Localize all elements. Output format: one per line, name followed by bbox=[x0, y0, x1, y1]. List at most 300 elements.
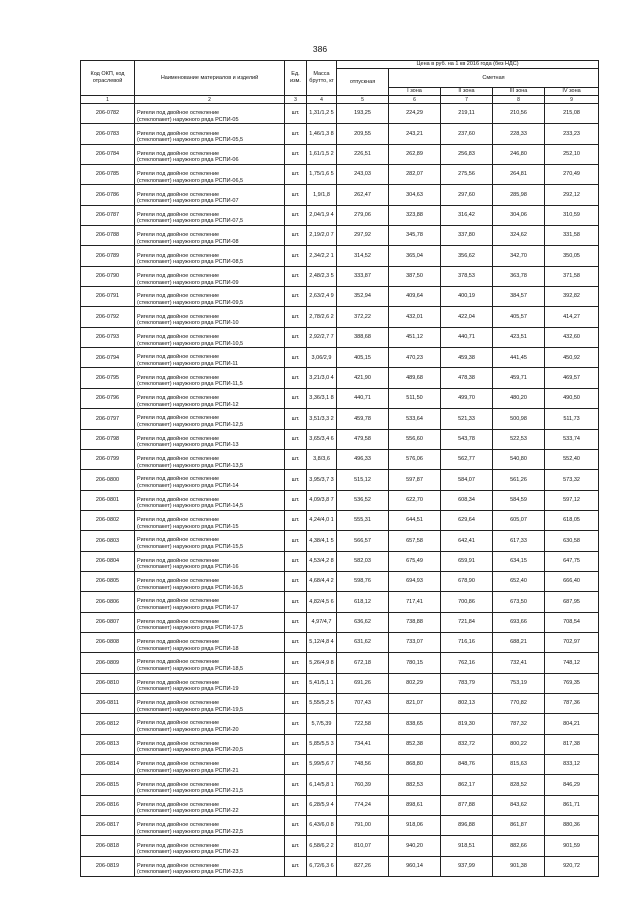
name-cell bbox=[135, 816, 285, 836]
zone1-price-cell: 409,64 bbox=[389, 287, 441, 307]
zone3-price-cell: 815,63 bbox=[493, 755, 545, 775]
mass-cell: 5,55/5,2 5 bbox=[307, 693, 337, 713]
okp-code-cell: 206-0803 bbox=[81, 531, 135, 551]
zone2-price-cell: 862,17 bbox=[441, 775, 493, 795]
unit-cell: шт. bbox=[285, 592, 307, 612]
release-price-cell: 774,24 bbox=[337, 795, 389, 815]
name-cell bbox=[135, 856, 285, 876]
zone2-price-cell: 642,41 bbox=[441, 531, 493, 551]
okp-code-cell: 206-0795 bbox=[81, 368, 135, 388]
mass-cell: 2,34/2,2 1 bbox=[307, 246, 337, 266]
unit-cell: шт. bbox=[285, 795, 307, 815]
name-line: Ригели под двойное остекление bbox=[137, 537, 220, 544]
table-header bbox=[81, 61, 599, 104]
mass-cell: 3,65/3,4 6 bbox=[307, 429, 337, 449]
mass-cell: 4,68/4,4 2 bbox=[307, 571, 337, 591]
zone3-price-cell: 561,26 bbox=[493, 470, 545, 490]
mass-cell: 1,75/1,6 5 bbox=[307, 165, 337, 185]
zone3-price-cell: 584,59 bbox=[493, 490, 545, 510]
release-price-cell: 314,52 bbox=[337, 246, 389, 266]
table-row bbox=[81, 592, 599, 612]
zone4-price-cell: 861,71 bbox=[545, 795, 599, 815]
zone2-price-cell: 256,83 bbox=[441, 144, 493, 164]
zone1-price-cell: 821,07 bbox=[389, 693, 441, 713]
header-zone3: III зона bbox=[493, 88, 545, 96]
table-row bbox=[81, 226, 599, 246]
okp-code-cell: 206-0805 bbox=[81, 571, 135, 591]
zone1-price-cell: 898,61 bbox=[389, 795, 441, 815]
name-line: (стеклопакет) наружного ряда РСПИ-05,5 bbox=[137, 137, 244, 144]
name-line: (стеклопакет) наружного ряда РСПИ-09,5 bbox=[137, 299, 244, 306]
header-release: отпускная bbox=[337, 68, 389, 95]
zone1-price-cell: 470,23 bbox=[389, 348, 441, 368]
okp-code-cell: 206-0813 bbox=[81, 734, 135, 754]
zone2-price-cell: 440,71 bbox=[441, 327, 493, 347]
zone2-price-cell: 819,30 bbox=[441, 714, 493, 734]
release-price-cell: 352,94 bbox=[337, 287, 389, 307]
zone2-price-cell: 629,64 bbox=[441, 510, 493, 530]
name-line: (стеклопакет) наружного ряда РСПИ-08,5 bbox=[137, 259, 244, 266]
header-name: Наименование материалов и изделий bbox=[135, 61, 285, 96]
name-cell bbox=[135, 165, 285, 185]
name-line: Ригели под двойное остекление bbox=[137, 476, 220, 483]
zone3-price-cell: 882,66 bbox=[493, 836, 545, 856]
name-line: Ригели под двойное остекление bbox=[137, 272, 220, 279]
table-row bbox=[81, 124, 599, 144]
zone3-price-cell: 540,80 bbox=[493, 449, 545, 469]
name-line: Ригели под двойное остекление bbox=[137, 639, 220, 646]
table-row bbox=[81, 327, 599, 347]
zone4-price-cell: 469,57 bbox=[545, 368, 599, 388]
zone1-price-cell: 451,12 bbox=[389, 327, 441, 347]
release-price-cell: 297,92 bbox=[337, 226, 389, 246]
zone2-price-cell: 356,62 bbox=[441, 246, 493, 266]
zone2-price-cell: 499,70 bbox=[441, 388, 493, 408]
okp-code-cell: 206-0785 bbox=[81, 165, 135, 185]
zone3-price-cell: 617,33 bbox=[493, 531, 545, 551]
release-price-cell: 672,18 bbox=[337, 653, 389, 673]
zone2-price-cell: 762,16 bbox=[441, 653, 493, 673]
name-line: (стеклопакет) наружного ряда РСПИ-16 bbox=[137, 564, 239, 571]
mass-cell: 5,26/4,9 8 bbox=[307, 653, 337, 673]
zone1-price-cell: 387,50 bbox=[389, 266, 441, 286]
name-cell bbox=[135, 226, 285, 246]
zone1-price-cell: 694,93 bbox=[389, 571, 441, 591]
name-line: Ригели под двойное остекление bbox=[137, 110, 220, 117]
zone4-price-cell: 292,12 bbox=[545, 185, 599, 205]
unit-cell: шт. bbox=[285, 653, 307, 673]
mass-cell: 2,63/2,4 9 bbox=[307, 287, 337, 307]
name-cell bbox=[135, 388, 285, 408]
unit-cell: шт. bbox=[285, 266, 307, 286]
unit-cell: шт. bbox=[285, 124, 307, 144]
name-line: (стеклопакет) наружного ряда РСПИ-11,5 bbox=[137, 381, 243, 388]
zone3-price-cell: 384,57 bbox=[493, 287, 545, 307]
zone4-price-cell: 310,59 bbox=[545, 205, 599, 225]
zone3-price-cell: 228,33 bbox=[493, 124, 545, 144]
name-cell bbox=[135, 449, 285, 469]
okp-code-cell: 206-0786 bbox=[81, 185, 135, 205]
name-cell bbox=[135, 755, 285, 775]
zone4-price-cell: 817,38 bbox=[545, 734, 599, 754]
zone3-price-cell: 688,21 bbox=[493, 632, 545, 652]
column-number: 7 bbox=[441, 96, 493, 104]
unit-cell: шт. bbox=[285, 836, 307, 856]
release-price-cell: 388,68 bbox=[337, 327, 389, 347]
name-cell bbox=[135, 795, 285, 815]
zone4-price-cell: 215,08 bbox=[545, 104, 599, 124]
zone1-price-cell: 733,07 bbox=[389, 632, 441, 652]
okp-code-cell: 206-0789 bbox=[81, 246, 135, 266]
zone3-price-cell: 423,51 bbox=[493, 327, 545, 347]
zone3-price-cell: 605,07 bbox=[493, 510, 545, 530]
okp-code-cell: 206-0788 bbox=[81, 226, 135, 246]
table-row bbox=[81, 246, 599, 266]
name-cell bbox=[135, 266, 285, 286]
unit-cell: шт. bbox=[285, 165, 307, 185]
release-price-cell: 262,47 bbox=[337, 185, 389, 205]
mass-cell: 6,28/5,9 4 bbox=[307, 795, 337, 815]
table-row bbox=[81, 388, 599, 408]
zone3-price-cell: 285,98 bbox=[493, 185, 545, 205]
header-zone1: I зона bbox=[389, 88, 441, 96]
release-price-cell: 748,56 bbox=[337, 755, 389, 775]
name-line: Ригели под двойное остекление bbox=[137, 374, 220, 381]
name-line: Ригели под двойное остекление bbox=[137, 496, 220, 503]
zone2-price-cell: 608,34 bbox=[441, 490, 493, 510]
zone1-price-cell: 365,04 bbox=[389, 246, 441, 266]
mass-cell: 6,43/6,0 8 bbox=[307, 816, 337, 836]
name-line: (стеклопакет) наружного ряда РСПИ-15,5 bbox=[137, 543, 244, 550]
release-price-cell: 810,07 bbox=[337, 836, 389, 856]
name-line: (стеклопакет) наружного ряда РСПИ-08 bbox=[137, 238, 239, 245]
mass-cell: 3,36/3,1 8 bbox=[307, 388, 337, 408]
okp-code-cell: 206-0797 bbox=[81, 409, 135, 429]
zone4-price-cell: 748,12 bbox=[545, 653, 599, 673]
release-price-cell: 515,12 bbox=[337, 470, 389, 490]
mass-cell: 5,99/5,6 7 bbox=[307, 755, 337, 775]
mass-cell: 2,19/2,0 7 bbox=[307, 226, 337, 246]
name-cell bbox=[135, 144, 285, 164]
name-cell bbox=[135, 348, 285, 368]
okp-code-cell: 206-0782 bbox=[81, 104, 135, 124]
okp-code-cell: 206-0804 bbox=[81, 551, 135, 571]
zone4-price-cell: 233,23 bbox=[545, 124, 599, 144]
name-line: Ригели под двойное остекление bbox=[137, 394, 220, 401]
name-cell bbox=[135, 246, 285, 266]
zone4-price-cell: 490,50 bbox=[545, 388, 599, 408]
name-cell bbox=[135, 490, 285, 510]
release-price-cell: 193,25 bbox=[337, 104, 389, 124]
okp-code-cell: 206-0809 bbox=[81, 653, 135, 673]
zone4-price-cell: 371,58 bbox=[545, 266, 599, 286]
name-line: Ригели под двойное остекление bbox=[137, 598, 220, 605]
zone1-price-cell: 262,89 bbox=[389, 144, 441, 164]
mass-cell: 1,61/1,5 2 bbox=[307, 144, 337, 164]
unit-cell: шт. bbox=[285, 327, 307, 347]
unit-cell: шт. bbox=[285, 531, 307, 551]
zone3-price-cell: 459,71 bbox=[493, 368, 545, 388]
name-line: Ригели под двойное остекление bbox=[137, 354, 220, 361]
okp-code-cell: 206-0811 bbox=[81, 693, 135, 713]
zone4-price-cell: 702,97 bbox=[545, 632, 599, 652]
zone2-price-cell: 584,07 bbox=[441, 470, 493, 490]
table-row bbox=[81, 165, 599, 185]
column-number: 6 bbox=[389, 96, 441, 104]
okp-code-cell: 206-0784 bbox=[81, 144, 135, 164]
zone3-price-cell: 828,52 bbox=[493, 775, 545, 795]
name-cell bbox=[135, 104, 285, 124]
zone3-price-cell: 264,81 bbox=[493, 165, 545, 185]
zone4-price-cell: 270,49 bbox=[545, 165, 599, 185]
okp-code-cell: 206-0806 bbox=[81, 592, 135, 612]
table-row bbox=[81, 104, 599, 124]
name-line: Ригели под двойное остекление bbox=[137, 720, 220, 727]
name-line: Ригели под двойное остекление bbox=[137, 191, 220, 198]
name-line: Ригели под двойное остекление bbox=[137, 435, 220, 442]
zone4-price-cell: 630,58 bbox=[545, 531, 599, 551]
table-row bbox=[81, 409, 599, 429]
zone1-price-cell: 282,07 bbox=[389, 165, 441, 185]
zone4-price-cell: 880,36 bbox=[545, 816, 599, 836]
release-price-cell: 226,51 bbox=[337, 144, 389, 164]
table-row bbox=[81, 266, 599, 286]
release-price-cell: 421,90 bbox=[337, 368, 389, 388]
zone2-price-cell: 543,78 bbox=[441, 429, 493, 449]
zone3-price-cell: 500,98 bbox=[493, 409, 545, 429]
unit-cell: шт. bbox=[285, 144, 307, 164]
name-cell bbox=[135, 185, 285, 205]
name-line: (стеклопакет) наружного ряда РСПИ-22,5 bbox=[137, 828, 244, 835]
unit-cell: шт. bbox=[285, 429, 307, 449]
name-line: (стеклопакет) наружного ряда РСПИ-18,5 bbox=[137, 666, 244, 673]
column-number: 2 bbox=[135, 96, 285, 104]
unit-cell: шт. bbox=[285, 714, 307, 734]
zone3-price-cell: 770,82 bbox=[493, 693, 545, 713]
name-line: (стеклопакет) наружного ряда РСПИ-21 bbox=[137, 767, 239, 774]
release-price-cell: 760,39 bbox=[337, 775, 389, 795]
release-price-cell: 333,87 bbox=[337, 266, 389, 286]
zone1-price-cell: 852,38 bbox=[389, 734, 441, 754]
name-line: Ригели под двойное остекление bbox=[137, 517, 220, 524]
zone1-price-cell: 323,88 bbox=[389, 205, 441, 225]
release-price-cell: 209,55 bbox=[337, 124, 389, 144]
zone4-price-cell: 708,54 bbox=[545, 612, 599, 632]
unit-cell: шт. bbox=[285, 551, 307, 571]
zone2-price-cell: 521,33 bbox=[441, 409, 493, 429]
zone4-price-cell: 920,72 bbox=[545, 856, 599, 876]
okp-code-cell: 206-0792 bbox=[81, 307, 135, 327]
okp-code-cell: 206-0800 bbox=[81, 470, 135, 490]
zone4-price-cell: 769,35 bbox=[545, 673, 599, 693]
name-cell bbox=[135, 205, 285, 225]
table-row bbox=[81, 470, 599, 490]
zone4-price-cell: 533,74 bbox=[545, 429, 599, 449]
name-line: Ригели под двойное остекление bbox=[137, 679, 220, 686]
release-price-cell: 631,62 bbox=[337, 632, 389, 652]
zone1-price-cell: 838,65 bbox=[389, 714, 441, 734]
zone2-price-cell: 459,38 bbox=[441, 348, 493, 368]
table-row bbox=[81, 429, 599, 449]
zone3-price-cell: 901,38 bbox=[493, 856, 545, 876]
name-line: (стеклопакет) наружного ряда РСПИ-10 bbox=[137, 320, 239, 327]
zone2-price-cell: 678,90 bbox=[441, 571, 493, 591]
unit-cell: шт. bbox=[285, 246, 307, 266]
price-table bbox=[80, 60, 599, 877]
zone4-price-cell: 666,40 bbox=[545, 571, 599, 591]
name-cell bbox=[135, 592, 285, 612]
zone3-price-cell: 843,62 bbox=[493, 795, 545, 815]
table-row bbox=[81, 571, 599, 591]
name-line: (стеклопакет) наружного ряда РСПИ-17 bbox=[137, 605, 239, 611]
name-line: (стеклопакет) наружного ряда РСПИ-06 bbox=[137, 157, 239, 164]
zone4-price-cell: 597,12 bbox=[545, 490, 599, 510]
name-line: (стеклопакет) наружного ряда РСПИ-23 bbox=[137, 849, 239, 856]
mass-cell: 1,9/1,8 bbox=[307, 185, 337, 205]
name-line: (стеклопакет) наружного ряда РСПИ-14 bbox=[137, 482, 239, 489]
mass-cell: 3,95/3,7 3 bbox=[307, 470, 337, 490]
zone1-price-cell: 940,20 bbox=[389, 836, 441, 856]
zone2-price-cell: 337,80 bbox=[441, 226, 493, 246]
name-line: (стеклопакет) наружного ряда РСПИ-05 bbox=[137, 116, 239, 123]
column-number: 1 bbox=[81, 96, 135, 104]
zone2-price-cell: 848,76 bbox=[441, 755, 493, 775]
name-line: Ригели под двойное остекление bbox=[137, 150, 220, 157]
table-row bbox=[81, 185, 599, 205]
zone3-price-cell: 800,22 bbox=[493, 734, 545, 754]
column-number: 8 bbox=[493, 96, 545, 104]
release-price-cell: 459,78 bbox=[337, 409, 389, 429]
zone3-price-cell: 324,62 bbox=[493, 226, 545, 246]
release-price-cell: 279,06 bbox=[337, 205, 389, 225]
unit-cell: шт. bbox=[285, 571, 307, 591]
table-row bbox=[81, 510, 599, 530]
zone1-price-cell: 802,29 bbox=[389, 673, 441, 693]
okp-code-cell: 206-0796 bbox=[81, 388, 135, 408]
column-number-row bbox=[81, 96, 599, 104]
unit-cell: шт. bbox=[285, 775, 307, 795]
okp-code-cell: 206-0802 bbox=[81, 510, 135, 530]
zone2-price-cell: 783,79 bbox=[441, 673, 493, 693]
name-line: (стеклопакет) наружного ряда РСПИ-16,5 bbox=[137, 584, 244, 591]
zone2-price-cell: 721,84 bbox=[441, 612, 493, 632]
table-row bbox=[81, 531, 599, 551]
name-line: (стеклопакет) наружного ряда РСПИ-20,5 bbox=[137, 747, 244, 754]
table-row bbox=[81, 348, 599, 368]
zone2-price-cell: 400,19 bbox=[441, 287, 493, 307]
zone4-price-cell: 552,40 bbox=[545, 449, 599, 469]
name-line: (стеклопакет) наружного ряда РСПИ-17,5 bbox=[137, 625, 244, 632]
name-line: Ригели под двойное остекление bbox=[137, 618, 220, 625]
mass-cell: 4,09/3,8 7 bbox=[307, 490, 337, 510]
name-cell bbox=[135, 632, 285, 652]
unit-cell: шт. bbox=[285, 856, 307, 876]
release-price-cell: 827,26 bbox=[337, 856, 389, 876]
mass-cell: 2,78/2,6 2 bbox=[307, 307, 337, 327]
zone4-price-cell: 432,60 bbox=[545, 327, 599, 347]
zone3-price-cell: 210,56 bbox=[493, 104, 545, 124]
table-row bbox=[81, 795, 599, 815]
name-line: Ригели под двойное остекление bbox=[137, 761, 220, 768]
column-number: 4 bbox=[307, 96, 337, 104]
header-estimate: Сметная bbox=[389, 68, 599, 88]
zone4-price-cell: 687,95 bbox=[545, 592, 599, 612]
zone2-price-cell: 937,99 bbox=[441, 856, 493, 876]
zone2-price-cell: 562,77 bbox=[441, 449, 493, 469]
name-cell bbox=[135, 429, 285, 449]
okp-code-cell: 206-0818 bbox=[81, 836, 135, 856]
name-cell bbox=[135, 124, 285, 144]
name-line: (стеклопакет) наружного ряда РСПИ-06,5 bbox=[137, 177, 244, 184]
zone2-price-cell: 275,56 bbox=[441, 165, 493, 185]
unit-cell: шт. bbox=[285, 470, 307, 490]
zone4-price-cell: 618,05 bbox=[545, 510, 599, 530]
zone2-price-cell: 896,88 bbox=[441, 816, 493, 836]
name-line: (стеклопакет) наружного ряда РСПИ-15 bbox=[137, 523, 239, 530]
okp-code-cell: 206-0791 bbox=[81, 287, 135, 307]
zone2-price-cell: 700,86 bbox=[441, 592, 493, 612]
zone1-price-cell: 780,15 bbox=[389, 653, 441, 673]
mass-cell: 4,97/4,7 bbox=[307, 612, 337, 632]
okp-code-cell: 206-0807 bbox=[81, 612, 135, 632]
zone3-price-cell: 480,20 bbox=[493, 388, 545, 408]
zone1-price-cell: 918,06 bbox=[389, 816, 441, 836]
name-line: (стеклопакет) наружного ряда РСПИ-22 bbox=[137, 808, 239, 815]
name-line: Ригели под двойное остекление bbox=[137, 659, 220, 666]
okp-code-cell: 206-0787 bbox=[81, 205, 135, 225]
name-line: (стеклопакет) наружного ряда РСПИ-18 bbox=[137, 645, 239, 652]
mass-cell: 3,51/3,3 2 bbox=[307, 409, 337, 429]
name-line: Ригели под двойное остекление bbox=[137, 130, 220, 137]
zone3-price-cell: 634,15 bbox=[493, 551, 545, 571]
zone1-price-cell: 489,68 bbox=[389, 368, 441, 388]
zone2-price-cell: 832,72 bbox=[441, 734, 493, 754]
zone1-price-cell: 657,58 bbox=[389, 531, 441, 551]
name-line: Ригели под двойное остекление bbox=[137, 211, 220, 218]
name-line: Ригели под двойное остекление bbox=[137, 822, 220, 829]
okp-code-cell: 206-0798 bbox=[81, 429, 135, 449]
table-row bbox=[81, 449, 599, 469]
table-row bbox=[81, 856, 599, 876]
okp-code-cell: 206-0801 bbox=[81, 490, 135, 510]
zone4-price-cell: 331,58 bbox=[545, 226, 599, 246]
zone1-price-cell: 644,51 bbox=[389, 510, 441, 530]
zone1-price-cell: 738,88 bbox=[389, 612, 441, 632]
zone3-price-cell: 246,80 bbox=[493, 144, 545, 164]
name-line: Ригели под двойное остекление bbox=[137, 171, 220, 178]
name-line: Ригели под двойное остекление bbox=[137, 293, 220, 300]
zone1-price-cell: 304,63 bbox=[389, 185, 441, 205]
zone1-price-cell: 882,53 bbox=[389, 775, 441, 795]
zone1-price-cell: 556,60 bbox=[389, 429, 441, 449]
table-row bbox=[81, 307, 599, 327]
zone4-price-cell: 414,27 bbox=[545, 307, 599, 327]
zone4-price-cell: 846,29 bbox=[545, 775, 599, 795]
release-price-cell: 734,41 bbox=[337, 734, 389, 754]
unit-cell: шт. bbox=[285, 612, 307, 632]
zone4-price-cell: 252,10 bbox=[545, 144, 599, 164]
name-cell bbox=[135, 693, 285, 713]
release-price-cell: 566,57 bbox=[337, 531, 389, 551]
unit-cell: шт. bbox=[285, 755, 307, 775]
name-line: (стеклопакет) наружного ряда РСПИ-10,5 bbox=[137, 340, 244, 347]
release-price-cell: 243,03 bbox=[337, 165, 389, 185]
zone1-price-cell: 345,78 bbox=[389, 226, 441, 246]
name-cell bbox=[135, 551, 285, 571]
unit-cell: шт. bbox=[285, 287, 307, 307]
name-line: (стеклопакет) наружного ряда РСПИ-07 bbox=[137, 198, 239, 205]
zone4-price-cell: 450,92 bbox=[545, 348, 599, 368]
